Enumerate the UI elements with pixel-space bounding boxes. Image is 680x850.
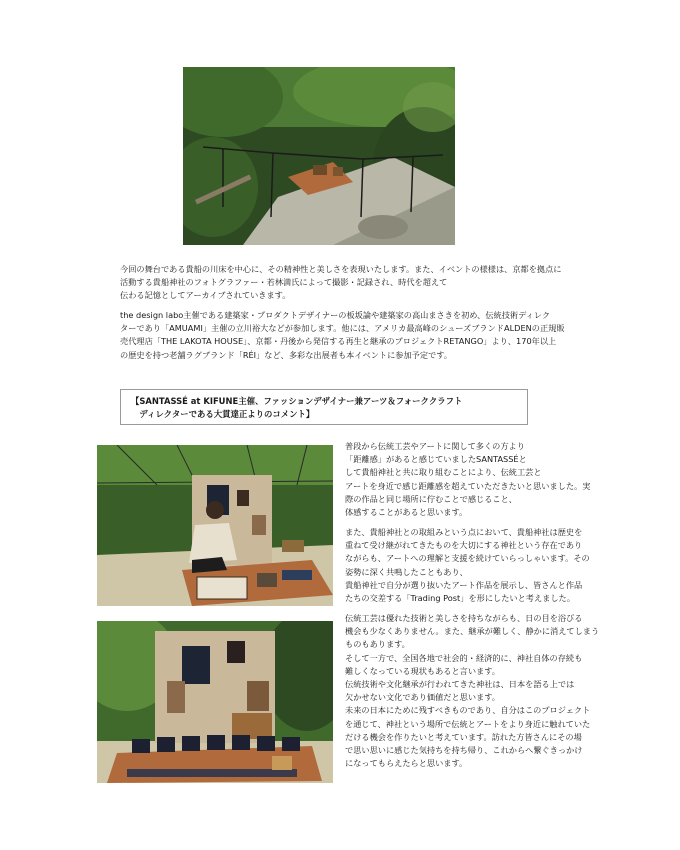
comment-line: 伝統工芸は優れた技術と美しさを持ちながらも、日の目を浴びる [345, 613, 583, 623]
comment-line: 未来の日本にために残すべきものであり、自分はこのプロジェクト [345, 705, 591, 716]
comment-line: 難しくなっている現状もあると言います。 [345, 665, 500, 676]
comment-paragraph-2 [345, 526, 590, 605]
comment-line: ながらも、アートへの理解と支援を続けていらっしゃいます。その [345, 553, 590, 564]
exhibition-photo-stand [97, 621, 333, 783]
comment-line: 機会も少なくありません。また、継承が難しく、静かに消えてしまう [345, 626, 600, 637]
comment-line: 重ねて受け継がれてきたものを大切にする神社という存在であり [345, 540, 583, 551]
comment-line: 「距離感」があると感じていましたSANTASSÉと [345, 454, 527, 465]
participants-line: 売代理店「THE LAKOTA HOUSE」、京都・丹後から発信する再生と継承のプロジェクトRETANGO」より、170年以上 [120, 336, 557, 347]
comment-heading-line: 【SANTASSÉ at KIFUNE主催、ファッションデザイナー兼アーツ＆フォーククラフト [131, 396, 463, 406]
comment-line: を通じて、神社という場所で伝統とアートをより身近に触れていた [345, 718, 591, 729]
participants-line: the design labo主催である建築家・プロダクトデザイナーの板坂論や建築家の高山まさきを初め、伝統技術ディレク [120, 310, 551, 320]
comment-heading-box [120, 389, 528, 425]
comment-line: 体感することがあると思います。 [345, 507, 468, 518]
intro-line: 今回の舞台である貴船の川床を中心に、その精神性と美しさを表現いたします。また、イベントの様様は、京都を拠点に [120, 264, 562, 274]
intro-line: 活動する貴船神社のフォトグラファー・若林満氏によって撮影・記録され、時代を超えて [120, 277, 448, 288]
comment-line: になってもらえたらと思います。 [345, 758, 468, 769]
comment-line: 姿勢に深く共鳴したこともあり、 [345, 566, 468, 577]
participants-line: の歴史を持つ老舗ラグブランド「RÉI」など、多彩な出展者も本イベントに参加予定です。 [120, 349, 452, 360]
intro-line: 伝わる記憶としてアーカイブされていきます。 [120, 290, 291, 301]
comment-line: そして一方で、全国各地で社会的・経済的に、神社自体の存続も [345, 652, 583, 663]
comment-paragraph-3 [345, 612, 599, 770]
comment-line: 普段から伝統工芸やアートに関して多くの方より [345, 441, 525, 451]
comment-heading-line: ディレクターである大貫達正よりのコメント】 [131, 409, 315, 419]
comment-line: また、貴船神社との取組みという点において、貴船神社は歴史を [345, 527, 583, 537]
participants-line: ターであり「AMUAMI」主催の立川裕大などが参加します。他には、アメリカ最高峰のシューズブランドALDENの正規販 [120, 323, 565, 334]
participants-paragraph [120, 309, 565, 362]
comment-line: 貴船神社で自分が選り抜いたアート作品を展示し、皆さんと作品 [345, 579, 583, 590]
forest-terrace-photo [183, 67, 455, 245]
comment-paragraph-1 [345, 440, 590, 519]
comment-line: だける機会を作りたいと考えています。訪れた方皆さんにその場 [345, 731, 582, 742]
comment-line: アートを身近で感じ距離感を超えていただきたいと思いました。実 [345, 480, 591, 491]
comment-line: 際の作品と同じ場所に佇むことで感じること、 [345, 493, 517, 504]
comment-line: たちの交差する「Trading Post」を形にしたいと考えました。 [345, 593, 575, 604]
comment-line: 欠かせない文化であり価値だと思います。 [345, 692, 500, 703]
comment-line: で思い思いに感じた気持ちを持ち帰り、これからへ繋ぐきっかけ [345, 745, 583, 756]
intro-paragraph [120, 263, 561, 303]
comment-line: ものもあります。 [345, 639, 410, 650]
comment-line: して貴船神社と共に取り組むことにより、伝統工芸と [345, 467, 542, 478]
comment-line: 伝統技術や文化継承が行われてきた神社は、日本を語る上では [345, 679, 575, 690]
exhibition-photo-person [97, 445, 333, 606]
